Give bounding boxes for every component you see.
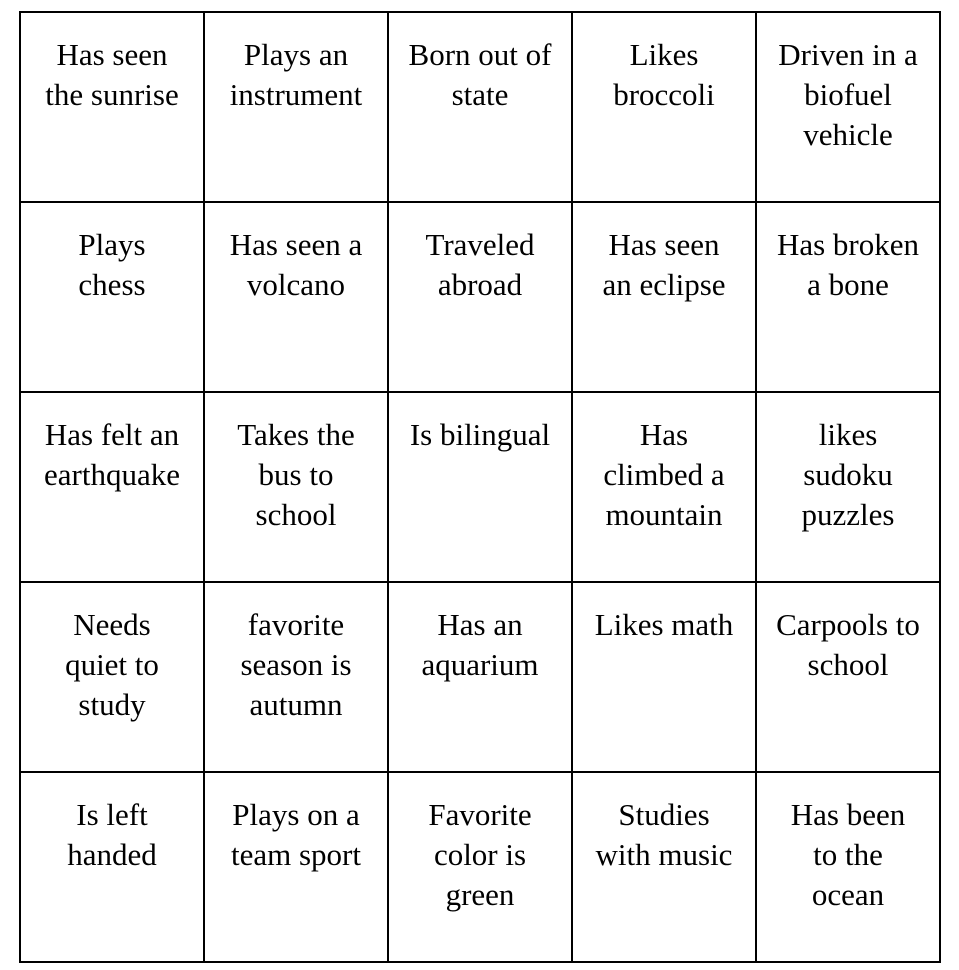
bingo-cell: Likes math	[572, 582, 756, 772]
bingo-row	[20, 12, 940, 202]
bingo-cell: Takes the bus to school	[204, 392, 388, 582]
bingo-cell: Is left handed	[20, 772, 204, 962]
bingo-cell: Likes broccoli	[572, 12, 756, 202]
bingo-cell: Has felt an earthquake	[20, 392, 204, 582]
bingo-cell: Has broken a bone	[756, 202, 940, 392]
bingo-row	[20, 772, 940, 962]
bingo-cell: Has climbed a mountain	[572, 392, 756, 582]
bingo-cell: Driven in a biofuel vehicle	[756, 12, 940, 202]
bingo-cell: Needs quiet to study	[20, 582, 204, 772]
bingo-cell: Carpools to school	[756, 582, 940, 772]
bingo-cell: Born out of state	[388, 12, 572, 202]
bingo-card	[19, 11, 941, 963]
bingo-cell: Plays on a team sport	[204, 772, 388, 962]
bingo-cell: Plays chess	[20, 202, 204, 392]
bingo-cell: Has seen an eclipse	[572, 202, 756, 392]
bingo-cell: Traveled abroad	[388, 202, 572, 392]
bingo-cell: Has seen a volcano	[204, 202, 388, 392]
bingo-row	[20, 582, 940, 772]
bingo-row	[20, 392, 940, 582]
bingo-row	[20, 202, 940, 392]
bingo-cell: Has seen the sunrise	[20, 12, 204, 202]
bingo-cell: Has been to the ocean	[756, 772, 940, 962]
bingo-cell: likes sudoku puzzles	[756, 392, 940, 582]
bingo-cell: Plays an instrument	[204, 12, 388, 202]
bingo-cell: Is bilingual	[388, 392, 572, 582]
bingo-cell: favorite season is autumn	[204, 582, 388, 772]
bingo-cell: Studies with music	[572, 772, 756, 962]
bingo-cell: Has an aquarium	[388, 582, 572, 772]
bingo-cell: Favorite color is green	[388, 772, 572, 962]
